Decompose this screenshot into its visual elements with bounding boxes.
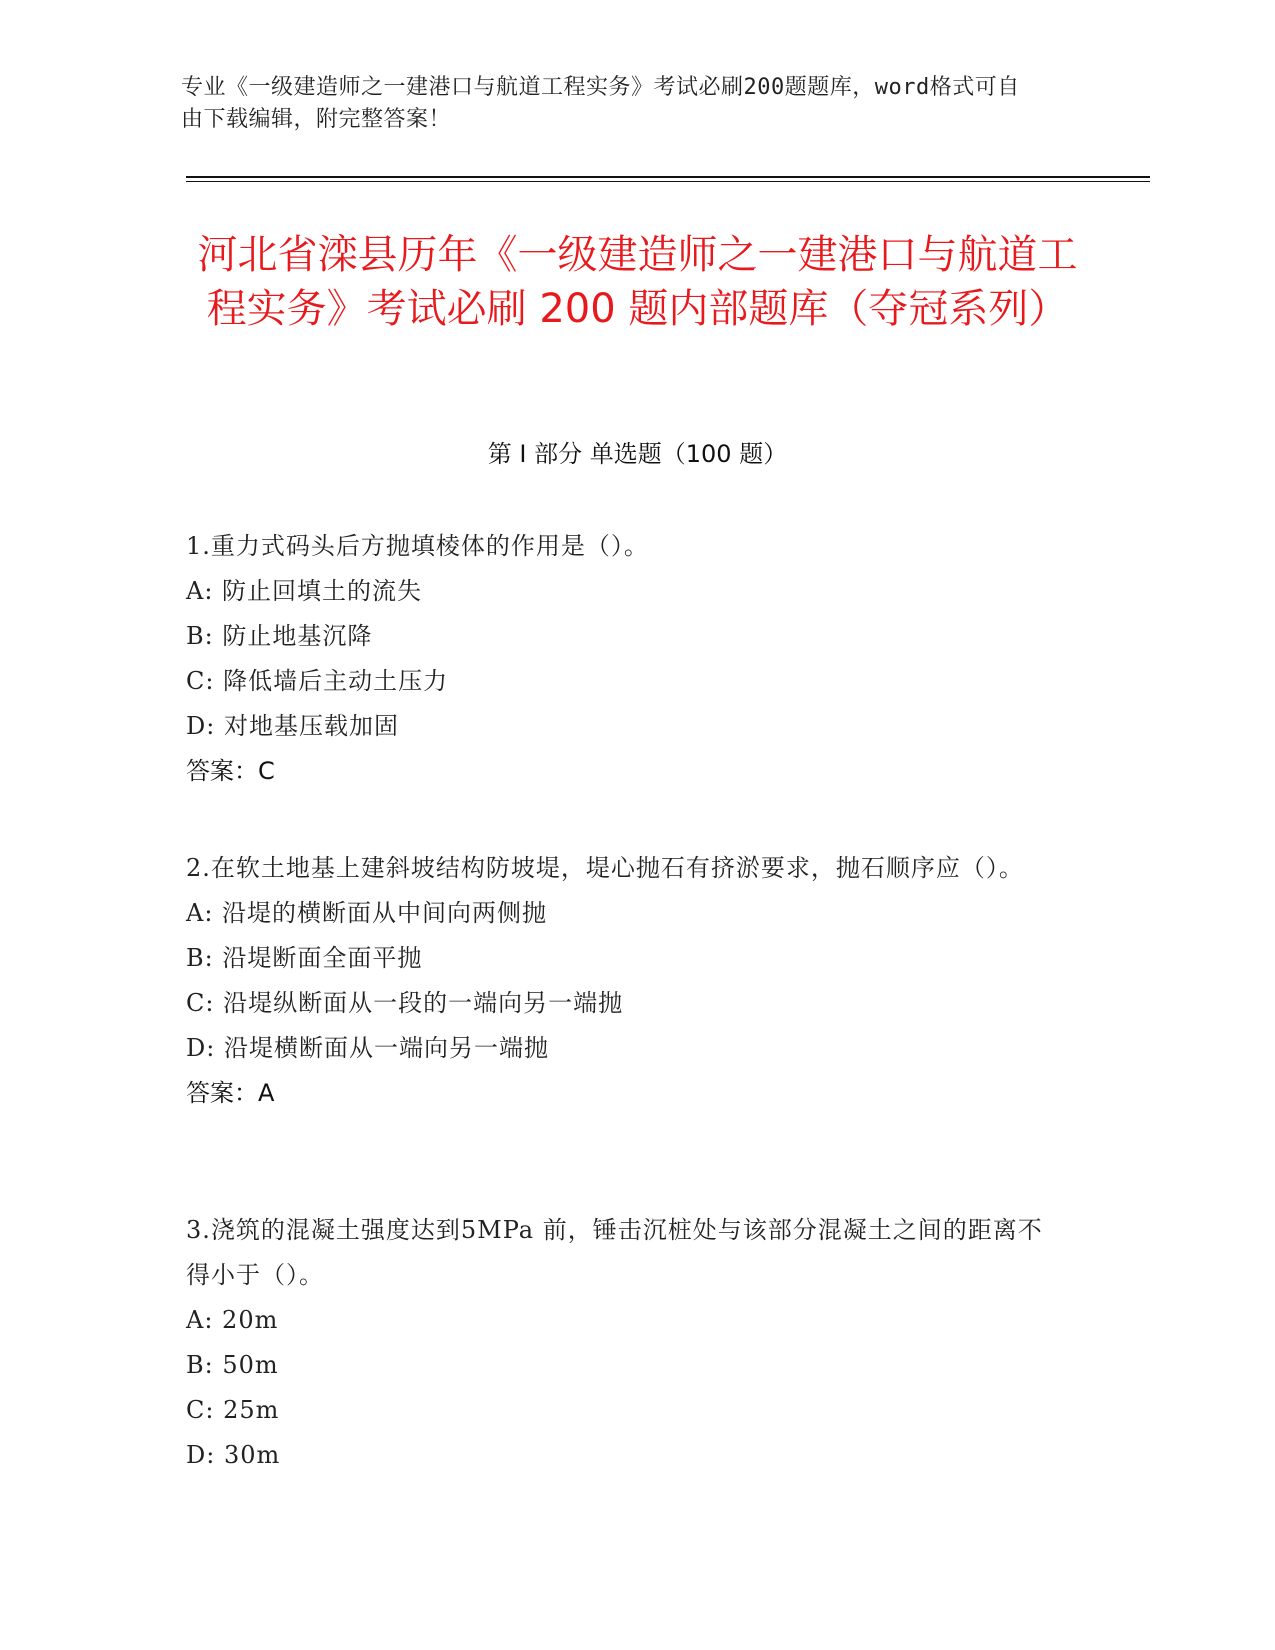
option-d: D: 沿堤横断面从一端向另一端抛 — [186, 1034, 549, 1062]
option-d: D: 对地基压载加固 — [186, 712, 399, 740]
header-note: 专业《一级建造师之一建港口与航道工程实务》考试必刷200题题库，word格式可自由下载编辑，附完整答案！ — [181, 75, 1020, 132]
option-b: B: 沿堤断面全面平抛 — [186, 944, 423, 972]
option-b: B: 防止地基沉降 — [186, 622, 373, 650]
option-c: C: 25m — [186, 1396, 280, 1424]
option-c: C: 沿堤纵断面从一段的一端向另一端抛 — [186, 989, 624, 1017]
option-b: B: 50m — [186, 1351, 279, 1379]
question-1 — [186, 524, 1066, 794]
document-title: 河北省滦县历年《一级建造师之一建港口与航道工程实务》考试必刷 200 题内部题库（夺冠系列） — [197, 232, 1078, 332]
header-divider-thin — [186, 181, 1150, 182]
question-2 — [186, 846, 1066, 1116]
option-d: D: 30m — [186, 1441, 281, 1469]
question-stem: 3.浇筑的混凝土强度达到5MPa 前，锤击沉桩处与该部分混凝土之间的距离不得小于（）。 — [186, 1216, 1043, 1289]
option-a: A: 沿堤的横断面从中间向两侧抛 — [186, 899, 548, 927]
question-stem: 1.重力式码头后方抛填棱体的作用是（）。 — [186, 532, 649, 560]
option-a: A: 20m — [186, 1306, 279, 1334]
option-c: C: 降低墙后主动土压力 — [186, 667, 449, 695]
question-3 — [186, 1208, 1066, 1478]
option-a: A: 防止回填土的流失 — [186, 577, 423, 605]
answer: 答案：A — [186, 1079, 275, 1107]
header-divider — [186, 176, 1150, 178]
question-stem: 2.在软土地基上建斜坡结构防坡堤，堤心抛石有挤淤要求，抛石顺序应（）。 — [186, 854, 1024, 882]
answer: 答案：C — [186, 757, 275, 785]
section-heading: 第 I 部分 单选题（100 题） — [487, 440, 788, 468]
